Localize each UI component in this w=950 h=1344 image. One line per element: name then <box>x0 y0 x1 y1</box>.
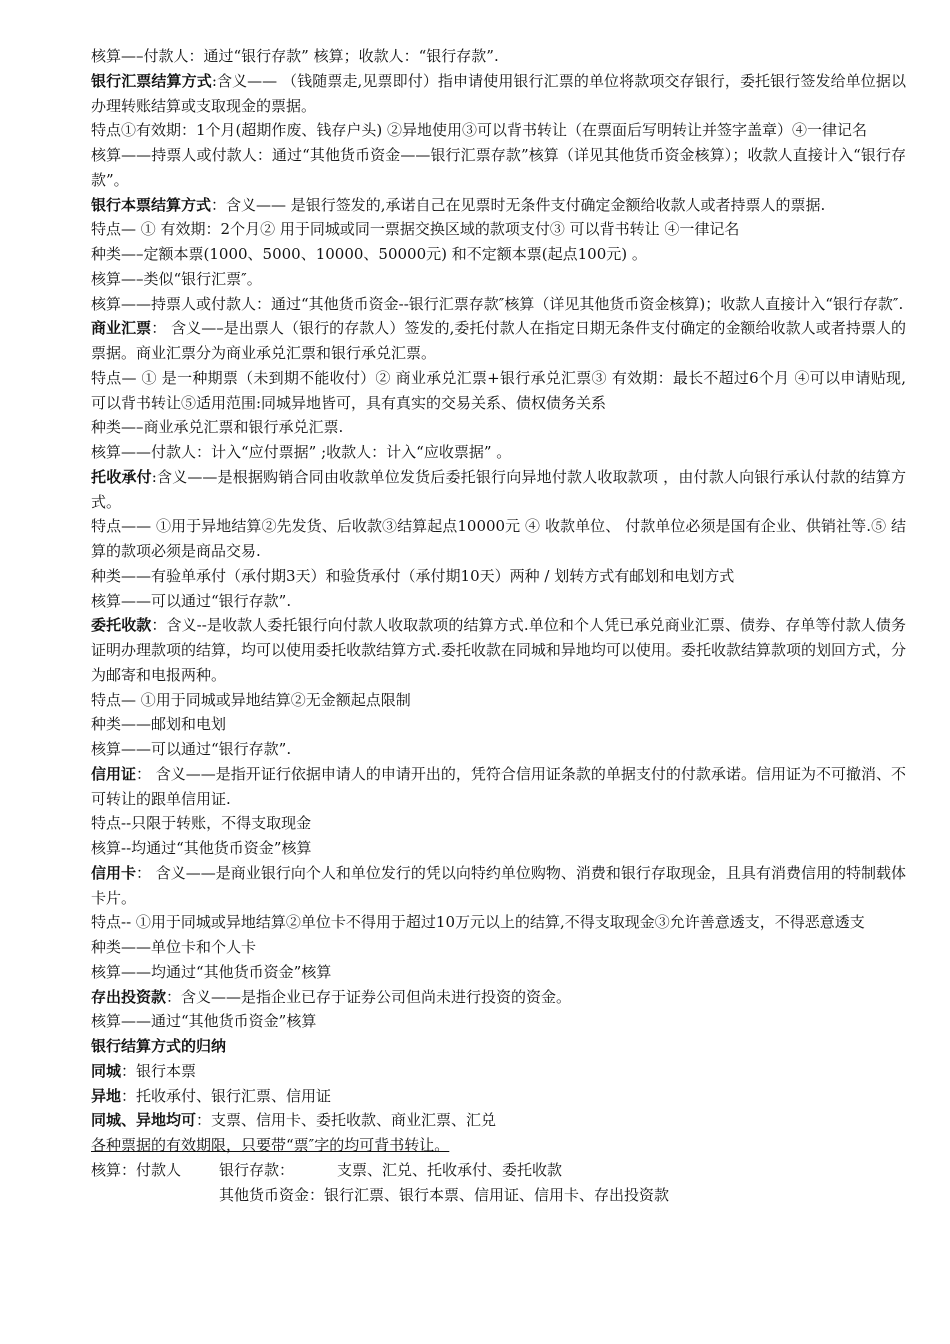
section-body: :含义—— （钱随票走,见票即付）指申请使用银行汇票的单位将款项交存银行，委托银行签发给单位据以办理转账结算或支取现金的票据。 <box>91 71 906 115</box>
accounting-bank-label: 银行存款： <box>219 1160 295 1179</box>
section-body: ：含义—— 是银行签发的,承诺自己在见票时无条件支付确定金额给收款人或者持票人的票据. <box>211 195 826 214</box>
section-body: ： 含义—–是出票人（银行的存款人）签发的,委托付款人在指定日期无条件支付确定的金额给收款人或者持票人的票据。商业汇票分为商业承兑汇票和银行承兑汇票。 <box>91 319 906 362</box>
summary-label: 同城 <box>91 1061 122 1080</box>
section-body: ：含义——是指企业已存于证券公司但尚未进行投资的资金。 <box>166 987 572 1006</box>
text-line: 核算—–类似“银行汇票″。 <box>91 269 262 288</box>
accounting-other-value: 银行汇票、银行本票、信用证、信用卡、存出投资款 <box>324 1185 670 1204</box>
text-line: 特点— ①用于同城或异地结算②无金额起点限制 <box>91 690 411 709</box>
summary-remote <box>91 1084 906 1109</box>
section-entrusted-collection <box>91 613 906 687</box>
text-line: 核算——持票人或付款人：通过“其他货币资金--银行汇票存款″核算（详见其他货币资金核算)；收款人直接计入“银行存款″. <box>91 294 904 313</box>
section-title: 银行本票结算方式 <box>91 195 212 214</box>
text-line: 特点-- ①用于同城或异地结算②单位卡不得用于超过10万元以上的结算,不得支取现金③允许善意透支，不得恶意透支 <box>91 913 865 932</box>
text-line: 特点—— ①用于异地结算②先发货、后收款③结算起点10000元 ④ 收款单位、 付款单位必须是国有企业、供销社等.⑤ 结算的款项必须是商品交易. <box>91 517 906 560</box>
text-line: 核算——持票人或付款人：通过“其他货币资金——银行汇票存款”核算（详见其他货币资金核算）；收款人直接计入“银行存款”。 <box>91 146 906 189</box>
section-bank-promissory <box>91 193 906 218</box>
summary-note <box>91 1133 906 1158</box>
accounting-bank-value: 支票、汇兑、托收承付、委托收款 <box>337 1160 563 1179</box>
summary-value: ：托收承付、银行汇票、信用证 <box>121 1086 332 1105</box>
section-title: 银行汇票结算方式 <box>91 71 212 90</box>
accounting-row-bank <box>91 1158 906 1183</box>
section-bank-draft <box>91 69 906 119</box>
section-body: ： 含义——是商业银行向个人和单位发行的凭以向特约单位购物、消费和银行存取现金，且具有消费信用的特制载体卡片。 <box>91 863 906 907</box>
summary-value: ：银行本票 <box>121 1061 197 1080</box>
text-line: 特点— ① 有效期：2个月② 用于同城或同一票据交换区域的款项支付③ 可以背书转让 ④一律记名 <box>91 220 740 239</box>
section-title: 委托收款 <box>91 616 152 635</box>
section-credit-card <box>91 861 906 911</box>
summary-label: 异地 <box>91 1086 122 1105</box>
section-title: 商业汇票 <box>91 319 152 338</box>
section-collection-acceptance <box>91 465 906 515</box>
text-line: 核算--均通过“其他货币资金”核算 <box>91 839 312 857</box>
text-line: 种类——单位卡和个人卡 <box>91 938 257 956</box>
accounting-row-other <box>91 1183 906 1208</box>
section-title: 托收承付 <box>91 467 152 486</box>
summary-title: 银行结算方式的归纳 <box>91 1037 227 1055</box>
text-line: 特点--只限于转账，不得支取现金 <box>91 814 312 833</box>
summary-value: ：支票、信用卡、委托收款、商业汇票、汇兑 <box>196 1111 497 1130</box>
text-line: 特点— ① 是一种期票（未到期不能收付）② 商业承兑汇票+银行承兑汇票③ 有效期：最长不超过6个月 ④可以申请贴现,可以背书转让⑤适用范围:同城异地皆可，具有真实的交易关系、债权债务关系 <box>91 368 906 412</box>
accounting-other-label: 其他货币资金： <box>219 1185 325 1204</box>
underlined-note: 各种票据的有效期限，只要带“票″字的均可背书转让。 <box>91 1136 450 1154</box>
text-line: 种类—–商业承兑汇票和银行承兑汇票. <box>91 418 344 437</box>
section-body: :含义——是根据购销合同由收款单位发货后委托银行向异地付款人收取款项 ，由付款人向银行承认付款的结算方式。 <box>91 467 906 511</box>
summary-label: 同城、异地均可 <box>91 1111 197 1130</box>
section-title: 信用证 <box>91 764 137 783</box>
section-title: 存出投资款 <box>91 987 167 1006</box>
summary-city <box>91 1059 906 1084</box>
text-line: 核算——付款人：计入“应付票据” ;收款人：计入“应收票据” 。 <box>91 443 512 461</box>
text-line: 种类——有验单承付（承付期3天）和验货承付（承付期10天）两种 / 划转方式有邮划和电划方式 <box>91 566 735 585</box>
section-body: ： 含义——是指开证行依据申请人的申请开出的，凭符合信用证条款的单据支付的付款承诺。信用证为不可撤消、不可转让的跟单信用证. <box>91 764 906 808</box>
section-commercial-draft <box>91 316 906 366</box>
text-line: 核算——可以通过“银行存款”. <box>91 591 292 610</box>
text-line: 核算—–付款人：通过“银行存款” 核算；收款人：“银行存款”. <box>91 47 499 65</box>
text-line: 种类——邮划和电划 <box>91 715 227 734</box>
text-line: 核算——通过“其他货币资金”核算 <box>91 1012 317 1031</box>
section-title: 信用卡 <box>91 863 137 882</box>
section-body: ：含义--是收款人委托银行向付款人收取款项的结算方式.单位和个人凭已承兑商业汇票、债券、存单等付款人债务证明办理款项的结算，均可以使用委托收款结算方式.委托收款在同城和异地均可以使用。委托收款结算款项的划回方式，分为邮寄和电报两种。 <box>91 616 906 684</box>
text-line: 种类—–定额本票(1000、5000、10000、50000元) 和不定额本票(起点100元) 。 <box>91 245 647 263</box>
section-letter-of-credit <box>91 762 906 812</box>
text-line: 核算——均通过“其他货币资金”核算 <box>91 962 332 981</box>
section-investment-deposit <box>91 985 906 1010</box>
text-line: 特点①有效期：1个月(超期作废、钱存户头) ②异地使用③可以背书转让（在票面后写明转让并签字盖章）④一律记名 <box>91 121 868 140</box>
accounting-label: 核算：付款人 <box>91 1160 182 1179</box>
summary-both <box>91 1108 906 1133</box>
text-line: 核算——可以通过“银行存款”. <box>91 740 292 758</box>
